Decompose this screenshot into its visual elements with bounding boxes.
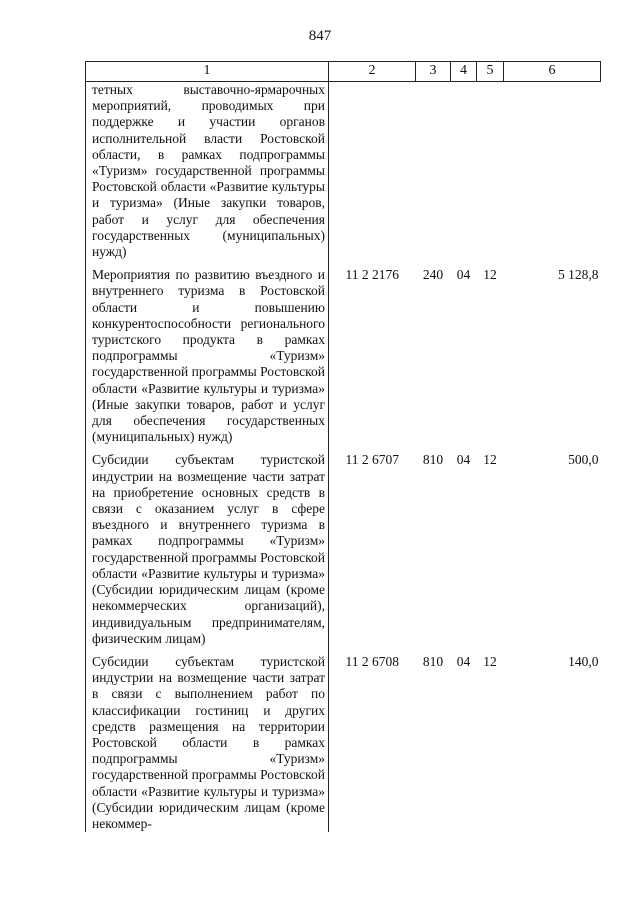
row-expense-type [416, 82, 451, 261]
row-amount: 5 128,8 [558, 267, 599, 283]
header-col-5: 5 [477, 62, 504, 82]
row-amount: 140,0 [568, 653, 599, 669]
row-description: тетных выставочно-ярмарочных мероприятий, проводимых при поддержке и участии органов исполнительной власти Ростовской области, в рамках подпрограммы «Туризм» государственной программы Ростовской области «Развитие культуры и туризма» (Иные закупки товаров, работ и услуг для обеспечения государственных (муниципальных) нужд) [86, 82, 329, 261]
row-subsection: 12 [483, 267, 497, 283]
row-code: 11 2 2176 [345, 267, 399, 283]
table-header [86, 62, 601, 82]
row-section [451, 82, 477, 261]
row-subsection: 12 [483, 452, 497, 468]
row-spacer [86, 647, 601, 654]
header-col-1: 1 [86, 62, 329, 82]
budget-table [85, 61, 601, 832]
header-col-4: 4 [451, 62, 477, 82]
table-row [86, 452, 601, 646]
row-subsection: 12 [483, 653, 497, 669]
row-amount [504, 82, 601, 261]
row-description: Мероприятия по развитию въездного и внутреннего туризма в Ростовской области и повышению конкурентоспособности регионального туристского продукта в рамках подпрограммы «Туризм» государственной программы Ростовской области «Развитие культуры и туризма» (Иные закупки товаров, работ и услуг для обеспечения государственных (муниципальных) нужд) [86, 267, 329, 445]
row-description: Субсидии субъектам туристской индустрии на возмещение части затрат на приобретение основных средств в связи с оказанием услуг в сфере въездного и внутреннего туризма в рамках подпрограммы «Туризм» государственной программы Ростовской области «Развитие культуры и туризма» (Субсидии юридическим лицам (кроме некоммерческих организаций), индивидуальным предпринимателям, физическим лицам) [86, 452, 329, 646]
header-col-6: 6 [504, 62, 601, 82]
row-section: 04 [456, 653, 471, 669]
row-code: 11 2 6708 [345, 653, 399, 669]
row-section: 04 [456, 452, 471, 468]
row-amount: 500,0 [568, 452, 599, 468]
table-body [86, 82, 601, 833]
row-code [329, 82, 416, 261]
row-expense-type: 240 [422, 267, 444, 283]
header-col-3: 3 [416, 62, 451, 82]
header-row [86, 62, 601, 82]
row-section: 04 [456, 267, 471, 283]
row-code: 11 2 6707 [345, 452, 399, 468]
table-row [86, 267, 601, 445]
row-expense-type: 810 [422, 653, 444, 669]
row-expense-type: 810 [422, 452, 444, 468]
table-row [86, 654, 601, 832]
row-spacer [86, 260, 601, 267]
row-description: Субсидии субъектам туристской индустрии на возмещение части затрат в связи с выполнением работ по классификации гостиниц и других средств размещения на территории Ростовской области в рамках подпрограммы «Туризм» государственной программы Ростовской области «Развитие культуры и туризма» (Субсидии юридическим лицам (кроме некоммер- [86, 654, 329, 832]
page-number: 847 [308, 28, 332, 44]
header-col-2: 2 [329, 62, 416, 82]
table-row [86, 82, 601, 261]
row-subsection [477, 82, 504, 261]
row-spacer [86, 445, 601, 452]
